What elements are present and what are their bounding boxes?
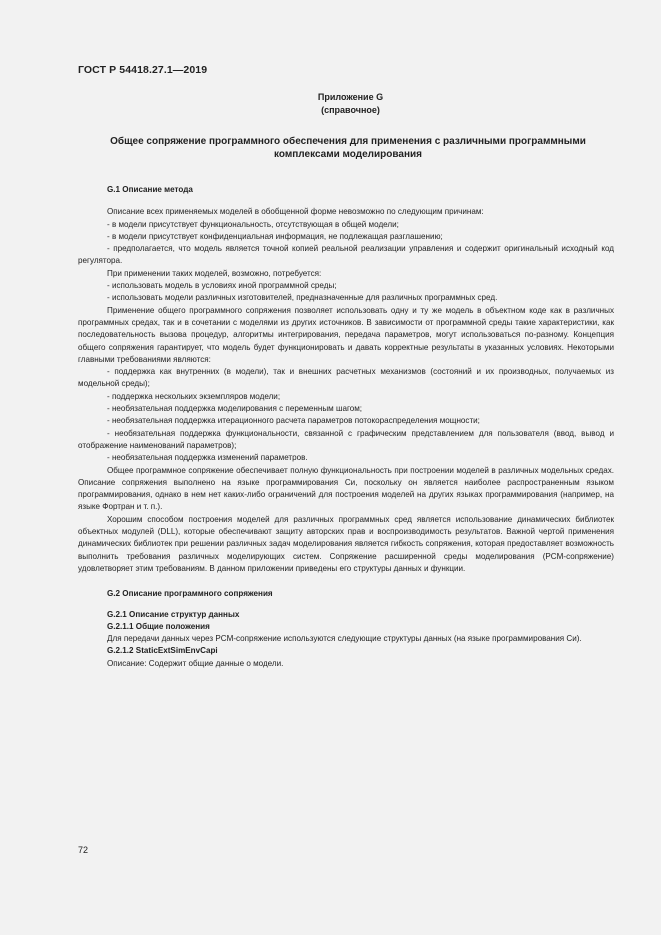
- list-item: - в модели присутствует функциональность, отсутствующая в общей модели;: [107, 219, 399, 229]
- paragraph: Применение общего программного сопряжения позволяет использовать одну и ту же модель в объектном коде как в различных программных средах, так и в сочетании с моделями из других источников. В зависимости от программной среды такие характеристики, как последовательность вызова процедур, алгоритмы интегрирования, передача параметров, могут использоваться по-разному. Концепция общего сопряжения гарантирует, что модель будет функционировать и давать корректные результаты в указанных условиях. Некоторыми главными требованиями являются:: [78, 305, 614, 364]
- paragraph: Описание всех применяемых моделей в обобщенной форме невозможно по следующим причинам:: [107, 207, 484, 217]
- list-item: - необязательная поддержка моделирования с переменным шагом;: [107, 404, 363, 414]
- subsection-heading: G.2.1.1 Общие положения: [107, 621, 210, 631]
- list-item: - необязательная поддержка итерационного расчета параметров потокораспределения мощности;: [107, 416, 480, 426]
- paragraph: Общее программное сопряжение обеспечивает полную функциональность при построении моделей в различных модельных средах. Описание сопряжения выполнено на языке программирования Си, поскольку он является наиболее распространенным языком программирования, однако в нем нет каких-либо ограничений для построения моделей на других языках программирования (например, на языке Фортран и т. п.).: [78, 465, 614, 512]
- list-item: - поддержка как внутренних (в модели), так и внешних расчетных механизмов (состояний и их производных, получаемых из модельной среды);: [78, 367, 614, 389]
- document-body: [78, 184, 614, 670]
- appendix-title: Общее сопряжение программного обеспечения для применения с различными программными комплексами моделирования: [110, 136, 586, 160]
- page-number: 72: [78, 845, 89, 855]
- list-item: - поддержка нескольких экземпляров модели;: [107, 391, 281, 401]
- list-item: - необязательная поддержка функциональности, связанной с графическим представлением для пользователя (ввод, вывод и отображение наименований параметров);: [78, 428, 614, 450]
- list-item: - необязательная поддержка изменений параметров.: [107, 453, 308, 463]
- standard-number: ГОСТ Р 54418.27.1—2019: [78, 64, 208, 76]
- paragraph: При применении таких моделей, возможно, потребуется:: [107, 268, 322, 278]
- paragraph: Хорошим способом построения моделей для различных программных сред является использование динамических библиотек объектных модулей (DLL), которые обеспечивают защиту авторских прав и воспроизводимость результатов. Важной чертой применения динамических библиотек при решении различных задач моделирования является гибкость сопряжения, которая предоставляет возможность выполнить требования различных моделирующих систем. Сопряжение расширенной среды моделирования (PCM-сопряжение) удовлетворяет этим требованиям. В данном приложении приведены его структуры данных и функции.: [78, 514, 614, 573]
- subsection-heading: G.2.1 Описание структур данных: [107, 609, 240, 619]
- list-item: - использовать модель в условиях иной программной среды;: [107, 281, 337, 291]
- list-item: - использовать модели различных изготовителей, предназначенные для различных программных сред.: [107, 293, 498, 303]
- appendix-type: (справочное): [321, 105, 380, 115]
- list-item: - в модели присутствует конфиденциальная информация, не подлежащая разглашению;: [107, 231, 443, 241]
- paragraph: Описание: Содержит общие данные о модели.: [107, 658, 284, 668]
- appendix-header: [0, 91, 661, 117]
- section-heading: G.2 Описание программного сопряжения: [107, 589, 273, 599]
- list-item: - предполагается, что модель является точной копией реальной реализации управления и содержит оригинальный исходный код регулятора.: [78, 244, 614, 266]
- appendix-label: Приложение G: [317, 92, 384, 102]
- paragraph: Для передачи данных через PCM-сопряжение используются следующие структуры данных (на языке программирования Си).: [107, 634, 582, 644]
- subsection-heading: G.2.1.2 StaticExtSimEnvCapi: [107, 646, 218, 656]
- section-heading: G.1 Описание метода: [107, 185, 193, 194]
